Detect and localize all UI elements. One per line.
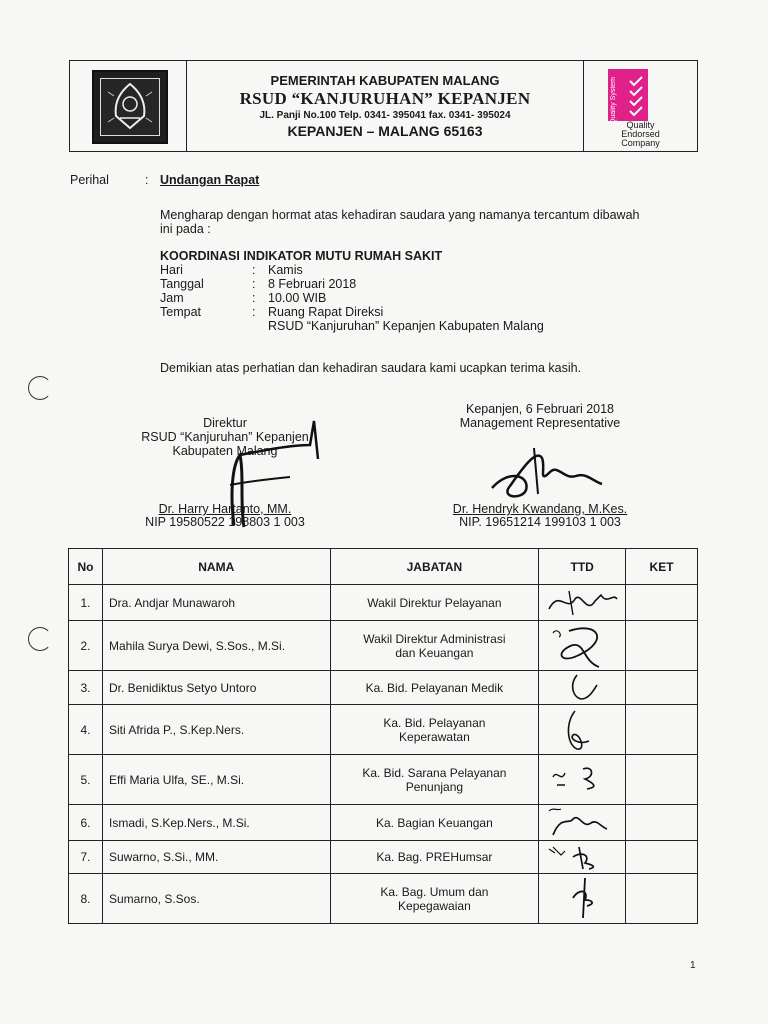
row-jabatan: Ka. Bid. Pelayanan Medik: [330, 671, 539, 705]
table-row: [69, 705, 698, 755]
detail-hari-value: Kamis: [268, 263, 303, 277]
signature-1: [539, 585, 626, 621]
row-jabatan: Ka. Bag. Umum dan Kepegawaian: [330, 874, 539, 924]
signature-5: [539, 755, 626, 805]
row-ket: [626, 705, 698, 755]
row-ttd: [539, 671, 626, 705]
signature-6: [539, 805, 626, 841]
row-ket: [626, 585, 698, 621]
table-row: [69, 805, 698, 841]
row-no: 3.: [69, 671, 103, 705]
row-nama: Sumarno, S.Sos.: [102, 874, 330, 924]
attendance-table: [68, 548, 698, 924]
row-ket: [626, 621, 698, 671]
government-title: PEMERINTAH KABUPATEN MALANG: [270, 73, 500, 88]
row-nama: Mahila Surya Dewi, S.Sos., M.Si.: [102, 621, 330, 671]
header-jabatan: JABATAN: [330, 549, 539, 585]
mr-nip: NIP. 19651214 199103 1 003: [459, 515, 621, 529]
mr-signature: [480, 428, 610, 508]
table-row: [69, 874, 698, 924]
hospital-address: JL. Panji No.100 Telp. 0341- 395041 fax. 0341- 395024: [259, 110, 511, 121]
header-nama: NAMA: [102, 549, 330, 585]
closing-text: Demikian atas perhatian dan kehadiran saudara kami ucapkan terima kasih.: [160, 361, 582, 375]
row-ket: [626, 805, 698, 841]
page-number: 1: [690, 960, 696, 971]
punch-hole-top: [28, 376, 52, 400]
detail-jam-label: Jam: [160, 291, 184, 305]
quality-system-logo: Quality System: [608, 69, 648, 121]
signature-4: [539, 705, 626, 755]
checkmarks-icon: [628, 75, 644, 117]
signature-3: [539, 671, 626, 705]
table-row: [69, 841, 698, 874]
row-ttd: [539, 705, 626, 755]
detail-jam-value: 10.00 WIB: [268, 291, 327, 305]
hospital-city: KEPANJEN – MALANG 65163: [287, 123, 483, 139]
row-nama: Ismadi, S.Kep.Ners., M.Si.: [102, 805, 330, 841]
row-ttd: [539, 805, 626, 841]
letter-date: Kepanjen, 6 Februari 2018: [465, 402, 615, 416]
row-ket: [626, 874, 698, 924]
row-ket: [626, 755, 698, 805]
perihal-value: Undangan Rapat: [160, 173, 260, 187]
table-row: [69, 755, 698, 805]
detail-tanggal-value: 8 Februari 2018: [268, 277, 357, 291]
detail-tempat-line-2: RSUD “Kanjuruhan” Kepanjen Kabupaten Malang: [268, 319, 544, 333]
row-jabatan: Wakil Direktur Pelayanan: [330, 585, 539, 621]
header-ttd: TTD: [539, 549, 626, 585]
row-ket: [626, 671, 698, 705]
row-no: 8.: [69, 874, 103, 924]
hospital-name: RSUD “KANJURUHAN” KEPANJEN: [239, 89, 531, 108]
intro-line-2: ini pada :: [160, 222, 211, 236]
cert-line-3: Company: [621, 138, 660, 148]
row-no: 5.: [69, 755, 103, 805]
row-ttd: [539, 621, 626, 671]
row-jabatan: Ka. Bagian Keuangan: [330, 805, 539, 841]
quality-certification: [583, 61, 697, 151]
detail-tempat-value: Ruang Rapat Direksi: [268, 305, 384, 319]
signature-7: [539, 841, 626, 874]
mr-title: Management Representative: [459, 416, 621, 430]
director-title-3: Kabupaten Malang: [172, 444, 278, 458]
row-nama: Suwarno, S.Si., MM.: [102, 841, 330, 874]
director-title-1: Direktur: [203, 416, 247, 430]
director-title-2: RSUD “Kanjuruhan” Kepanjen: [141, 430, 309, 444]
row-nama: Dr. Benidiktus Setyo Untoro: [102, 671, 330, 705]
header-no: No: [69, 549, 103, 585]
director-nip: NIP 19580522 198803 1 003: [145, 515, 305, 529]
table-row: [69, 621, 698, 671]
perihal-colon: :: [145, 173, 149, 187]
row-no: 2.: [69, 621, 103, 671]
row-jabatan: Ka. Bid. Sarana Pelayanan Penunjang: [330, 755, 539, 805]
table-row: [69, 585, 698, 621]
row-jabatan: Wakil Direktur Administrasi dan Keuangan: [330, 621, 539, 671]
header-ket: KET: [626, 549, 698, 585]
row-ttd: [539, 874, 626, 924]
row-no: 6.: [69, 805, 103, 841]
row-nama: Effi Maria Ulfa, SE., M.Si.: [102, 755, 330, 805]
regency-crest-logo: [92, 70, 168, 144]
event-title: KOORDINASI INDIKATOR MUTU RUMAH SAKIT: [160, 249, 443, 263]
row-nama: Dra. Andjar Munawaroh: [102, 585, 330, 621]
detail-tempat-label: Tempat: [160, 305, 201, 319]
row-no: 4.: [69, 705, 103, 755]
row-jabatan: Ka. Bid. Pelayanan Keperawatan: [330, 705, 539, 755]
row-ket: [626, 841, 698, 874]
detail-colon: :: [252, 291, 256, 305]
cert-line-2: Endorsed: [621, 129, 660, 139]
detail-colon: :: [252, 263, 256, 277]
table-row: [69, 671, 698, 705]
row-no: 7.: [69, 841, 103, 874]
table-header-row: [69, 549, 698, 585]
detail-colon: :: [252, 277, 256, 291]
cert-line-1: Quality: [626, 120, 655, 130]
logo-cell: [70, 61, 187, 151]
row-no: 1.: [69, 585, 103, 621]
detail-tanggal-label: Tanggal: [160, 277, 204, 291]
mr-name: Dr. Hendryk Kwandang, M.Kes.: [452, 502, 628, 516]
signature-8: [539, 874, 626, 924]
detail-hari-label: Hari: [160, 263, 183, 277]
row-ttd: [539, 755, 626, 805]
row-ttd: [539, 585, 626, 621]
punch-hole-bottom: [28, 627, 52, 651]
letterhead: [69, 60, 698, 152]
detail-colon: :: [252, 305, 256, 319]
row-nama: Siti Afrida P., S.Kep.Ners.: [102, 705, 330, 755]
row-ttd: [539, 841, 626, 874]
signature-2: [539, 621, 626, 671]
row-jabatan: Ka. Bag. PREHumsar: [330, 841, 539, 874]
perihal-label: Perihal: [70, 173, 109, 187]
director-name: Dr. Harry Hartanto, MM.: [158, 502, 292, 516]
intro-line-1: Mengharap dengan hormat atas kehadiran saudara yang namanya tercantum dibawah: [160, 208, 640, 222]
